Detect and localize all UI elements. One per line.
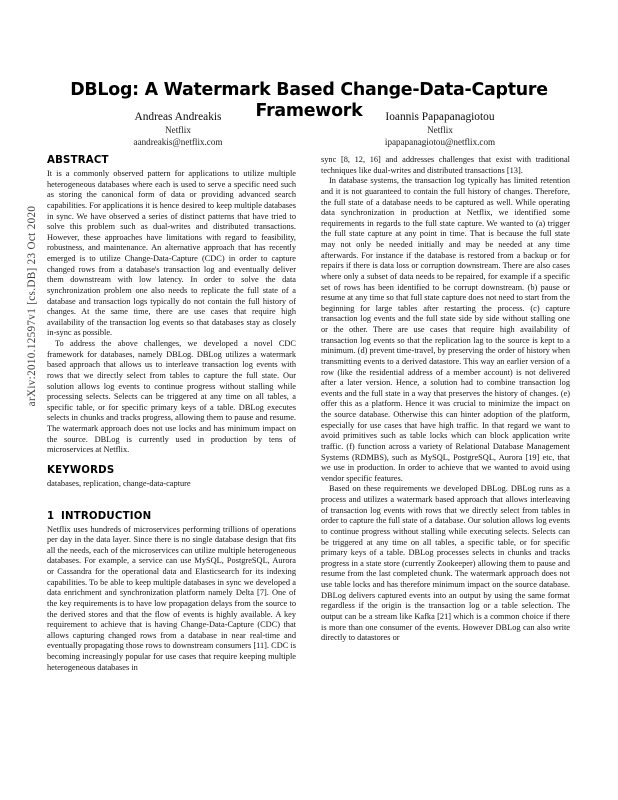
right-column: [321, 155, 570, 775]
left-column: [47, 155, 296, 775]
section-number: 1: [47, 510, 55, 522]
introduction-heading: [47, 511, 296, 522]
abstract-heading: ABSTRACT: [47, 155, 109, 166]
right-paragraph-2: In database systems, the transaction log typically has limited retention and it is not guaranteed to contain the full history of changes. Therefore, the full state of a database needs to be captured as well. While operating data synchronization in production at Netflix, we identified some requirements in regards to the full state capture. We wanted to (a) trigger the full state capture at any point in time. That is because the full state may not only be needed initially and may be needed at any time afterwards. For instance if the database is restored from a backup or for repairs if there is data loss or corruption downstream. There are also cases where only a subset of data needs to be repaired, for example if a specific set of rows has been identified to be corrupt downstream. (b) pause or resume at any time so that full state capture does not need to start from the beginning for large tables after restarting the process. (c) capture transaction log events and the full state side by side without stalling one or the other. There are use cases that require high availability of transaction log events so that the replication lag to the source is kept to a minimum. (d) prevent time-travel, by preserving the order of history when transmitting events to a derived datastore. This way an earlier version of a row (like the residential address of a member account) is not delivered after a later version. Hence, a solution had to combine transaction log events and the full state in a way that preserves the history of changes. (e) offer this as a platform. Hence it was crucial to minimize the impact on the source database. Otherwise this can hinter adoption of the platform, especially for use cases that have high traffic. In that regard we want to avoid primitives such as table locks which can block application write traffic. (f) function across a variety of Relational Database Management Systems (RDMBS), such as MySQL, PostgreSQL, Aurora [19] etc, that we use in production. In order to achieve that we wanted to avoid using vendor specific features.: [321, 176, 570, 483]
author-name: Ioannis Papapanagiotou: [385, 111, 495, 123]
abstract-paragraph-1: It is a commonly observed pattern for applications to utilize multiple heterogeneous databases where each is used to serve a specific need such as storing the canonical form of data or providing advanced search capabilities. For applications it is hence desired to keep multiple databases in sync. We have observed a series of distinct patterns that have tried to solve this problem such as dual-writes and distributed transactions. However, these approaches have limitations with regard to feasibility, robustness, and maintenance. An alternative approach that has recently emerged is to utilize Change-Data-Capture (CDC) in order to capture changed rows from a database's transaction log and eventually deliver them downstream with low latency. In order to solve the data synchronization problem one also needs to replicate the full state of a database and transaction logs typically do not contain the full history of changes. At the same time, there are use cases that require high availability of the transaction log events so that databases stay as closely in-sync as possible.: [47, 169, 296, 338]
author-block: [47, 110, 571, 149]
two-column-body: [47, 155, 571, 775]
right-paragraph-3: Based on these requirements we developed DBLog. DBLog runs as a process and utilizes a watermark based approach that allows interleaving of transaction log events with rows that we directly select from tables in order to capture the full state of a database. Our solution allows log events to continue progress without stalling while executing selects. Selects can be triggered at any time on all tables, a specific table, or for specific primary keys of a table. DBLog processes selects in chunks and tracks progress in a state store (currently Zookeeper) allowing them to pause and resume from the last completed chunk. The watermark approach does not use table locks and has therefore minimum impact on the source database. DBLog delivers captured events into an output by using the same format regardless if the origin is the transaction log or a table selection. The output can be a stream like Kafka [21] which is a common choice if there is more than one consumer of the events. However DBLog can also write directly to datastores or: [321, 484, 570, 643]
author-affiliation: Netflix: [165, 125, 191, 136]
abstract-paragraph-2: To address the above challenges, we developed a novel CDC framework for databases, namely DBLog. DBLog utilizes a watermark based approach that allows us to interleave transaction log events with rows that we directly select from tables to capture the full state. Our solution allows log events to continue progress without stalling while processing selects. Selects can be triggered at any time on all tables, a specific table, or for specific primary keys of a table. DBLog executes selects in chunks and tracks progress, allowing them to pause and resume. The watermark approach does not use locks and has minimum impact on the source. DBLog is currently used in production by tens of microservices at Netflix.: [47, 339, 296, 455]
author-name: Andreas Andreakis: [134, 111, 222, 123]
section-title: INTRODUCTION: [61, 510, 152, 522]
spacer: [47, 490, 296, 501]
author-email: ipapapanagiotou@netflix.com: [384, 137, 496, 148]
author-email: aandreakis@netflix.com: [133, 137, 223, 148]
author-entry: [47, 110, 309, 149]
intro-continuation: sync [8, 12, 16] and addresses challenges that exist with traditional techniques like dual-writes and distributed transactions [13].: [321, 155, 570, 175]
arxiv-identifier-stamp: arXiv:2010.12597v1 [cs.DB] 23 Oct 2020: [26, 205, 38, 407]
keywords-text: databases, replication, change-data-capture: [47, 478, 191, 488]
author-affiliation: Netflix: [427, 125, 453, 136]
author-entry: [309, 110, 571, 149]
introduction-paragraph-1: Netflix uses hundreds of microservices performing trillions of operations per day in the data layer. Since there is no single database design that fits all the needs, each of the microservices can utilize multiple heterogeneous databases. For example, a service can use MySQL, PostgreSQL, Aurora or Cassandra for the operational data and Elasticsearch for its indexing capabilities. To be able to keep multiple databases in sync we developed a data enrichment and synchronization platform namely Delta [7]. One of the key requirements is to have low propagation delays from the source to the derived stores and that the flow of events is highly available. A key requirement to achieve that is having Change-Data-Capture (CDC) that allows capturing changed rows from a database in near real-time and eventually propagating those rows to downstream consumers [11]. CDC is becoming increasingly popular for use cases that require keeping multiple heterogeneous databases in: [47, 524, 296, 672]
spacer: [47, 456, 296, 465]
page-title: DBLog: A Watermark Based Change-Data-Capture Framework: [70, 80, 548, 121]
keywords-heading: KEYWORDS: [47, 464, 115, 476]
